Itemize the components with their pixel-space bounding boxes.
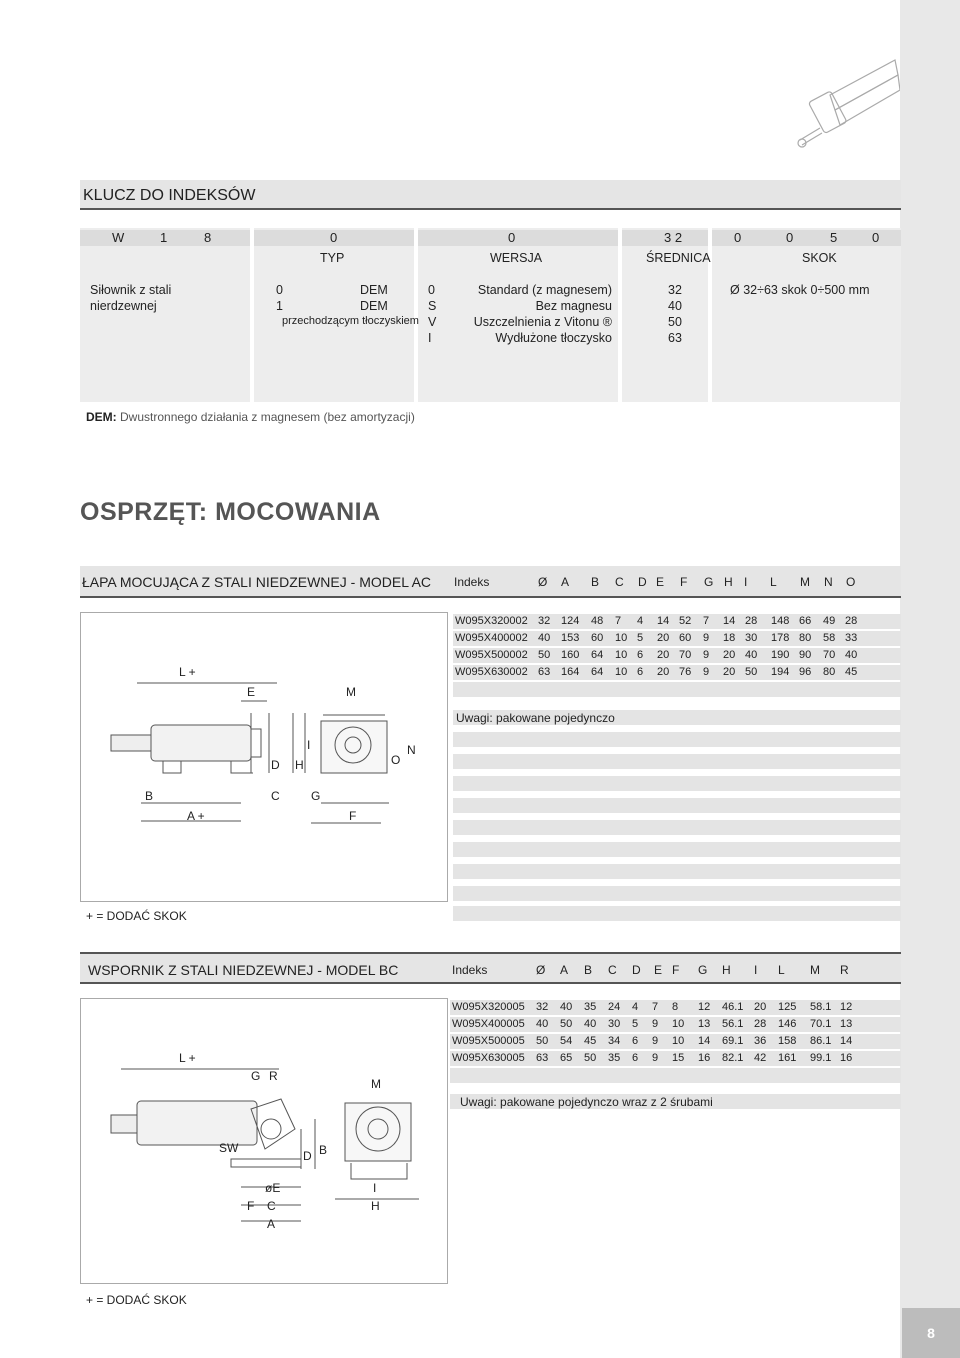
dimension-cell: 64: [591, 649, 604, 661]
dim-label: R: [269, 1069, 278, 1083]
dim-label: G: [311, 789, 321, 803]
bc-footer: + = DODAĆ SKOK: [86, 1293, 187, 1307]
ac-footer: + = DODAĆ SKOK: [86, 909, 187, 923]
dimension-cell: 33: [845, 632, 858, 644]
dimension-cell: 14: [698, 1035, 711, 1047]
dim-label: H: [371, 1199, 380, 1213]
dimension-cell: 30: [745, 632, 758, 644]
dim-label: L +: [179, 665, 196, 679]
bc-header: D: [632, 963, 641, 977]
dimension-cell: 12: [698, 1001, 711, 1013]
label-srednica: ŚREDNICA: [646, 251, 711, 265]
bc-header: Ø: [536, 963, 546, 977]
dimension-cell: 124: [561, 615, 580, 627]
index-cell: W095X400002: [455, 632, 528, 644]
ac-header: I: [744, 575, 748, 589]
dimension-cell: 40: [845, 649, 858, 661]
bc-header: L: [778, 963, 785, 977]
page-number: 8: [902, 1308, 960, 1358]
dimension-cell: 14: [657, 615, 670, 627]
dimension-cell: 50: [536, 1035, 549, 1047]
ac-header: M: [800, 575, 810, 589]
dimension-cell: 160: [561, 649, 580, 661]
dimension-cell: 6: [632, 1052, 639, 1064]
dem-note: DEM: Dwustronnego działania z magnesem (bez amortyzacji): [86, 410, 415, 424]
dim-label: A +: [187, 809, 205, 823]
table-row: [453, 886, 901, 901]
page-edge-strip: [900, 0, 960, 1358]
bc-title: WSPORNIK Z STALI NIEDZEWNEJ - MODEL BC: [88, 962, 399, 978]
dimension-cell: 50: [584, 1052, 597, 1064]
dimension-cell: 50: [560, 1018, 573, 1030]
wersja-name: Wydłużone tłoczysko: [495, 331, 612, 345]
srednica-value: 50: [668, 315, 682, 329]
code-seg3: 0: [418, 230, 618, 246]
dimension-cell: 9: [652, 1052, 659, 1064]
ac-title-bar: [80, 566, 901, 598]
bc-header: C: [608, 963, 617, 977]
code-seg2: 0: [254, 230, 414, 246]
dimension-cell: 45: [845, 666, 858, 678]
dimension-cell: 54: [560, 1035, 573, 1047]
dimension-cell: 70: [823, 649, 836, 661]
dimension-cell: 40: [584, 1018, 597, 1030]
bc-header: E: [654, 963, 663, 977]
ac-header: B: [591, 575, 600, 589]
dimension-cell: 13: [698, 1018, 711, 1030]
dimension-cell: 70.1: [810, 1018, 832, 1030]
dimension-cell: 9: [703, 666, 710, 678]
table-row: [450, 1051, 901, 1066]
dim-label: M: [371, 1077, 381, 1091]
dimension-cell: 32: [538, 615, 551, 627]
dimension-cell: 10: [615, 632, 628, 644]
dimension-cell: 6: [632, 1035, 639, 1047]
dimension-cell: 8: [672, 1001, 679, 1013]
dimension-cell: 125: [778, 1001, 797, 1013]
dim-label: D: [303, 1149, 312, 1163]
dimension-cell: 15: [672, 1052, 685, 1064]
wersja-code: 0: [428, 283, 435, 297]
accessories-heading: OSPRZĘT: MOCOWANIA: [80, 498, 381, 526]
dimension-cell: 36: [754, 1035, 767, 1047]
dim-label: SW: [219, 1141, 239, 1155]
dimension-cell: 146: [778, 1018, 797, 1030]
table-row: [450, 1068, 901, 1083]
dim-label: I: [307, 738, 311, 752]
table-row: [453, 798, 901, 813]
product-line1: Siłownik z stali: [90, 283, 172, 297]
ac-header: E: [656, 575, 665, 589]
bc-diagram: [80, 998, 448, 1284]
dimension-cell: 5: [632, 1018, 639, 1030]
dimension-cell: 24: [608, 1001, 621, 1013]
dim-label: M: [346, 685, 356, 699]
dimension-cell: 50: [538, 649, 551, 661]
dimension-cell: 58: [823, 632, 836, 644]
dim-label: B: [145, 789, 154, 803]
ac-header: F: [680, 575, 688, 589]
ac-header: H: [724, 575, 733, 589]
dimension-cell: 6: [637, 666, 644, 678]
dimension-cell: 20: [723, 666, 736, 678]
dimension-cell: 66: [799, 615, 812, 627]
bc-table: [450, 1000, 901, 1068]
dimension-cell: 40: [536, 1018, 549, 1030]
index-cell: W095X320002: [455, 615, 528, 627]
dimension-cell: 7: [703, 615, 710, 627]
dim-label: øE: [265, 1181, 281, 1195]
dimension-cell: 35: [608, 1052, 621, 1064]
dimension-cell: 96: [799, 666, 812, 678]
dimension-cell: 14: [840, 1035, 853, 1047]
bc-title-bar: [80, 952, 901, 984]
product-line2: nierdzewnej: [90, 299, 157, 313]
dimension-cell: 10: [672, 1035, 685, 1047]
dimension-cell: 30: [608, 1018, 621, 1030]
table-row: [453, 631, 901, 646]
dimension-cell: 10: [615, 666, 628, 678]
skok-range: Ø 32÷63 skok 0÷500 mm: [730, 283, 870, 297]
srednica-value: 32: [668, 283, 682, 297]
index-cell: W095X400005: [452, 1018, 525, 1030]
index-cell: W095X630005: [452, 1052, 525, 1064]
dim-label: D: [271, 758, 280, 772]
dimension-cell: 80: [823, 666, 836, 678]
ac-table: [453, 614, 901, 682]
dimension-cell: 164: [561, 666, 580, 678]
dimension-cell: 28: [745, 615, 758, 627]
dim-label: L +: [179, 1051, 196, 1065]
dimension-cell: 7: [615, 615, 622, 627]
dimension-cell: 45: [584, 1035, 597, 1047]
typ-name: DEM: [360, 299, 388, 313]
dimension-cell: 194: [771, 666, 790, 678]
dim-label: F: [349, 809, 357, 823]
dimension-cell: 158: [778, 1035, 797, 1047]
dim-label: B: [319, 1143, 328, 1157]
dim-label: H: [295, 758, 304, 772]
ac-header: A: [561, 575, 570, 589]
dimension-cell: 65: [560, 1052, 573, 1064]
dimension-cell: 10: [672, 1018, 685, 1030]
dimension-cell: 34: [608, 1035, 621, 1047]
typ-name: DEM: [360, 283, 388, 297]
ac-header: G: [704, 575, 714, 589]
bc-header: G: [698, 963, 708, 977]
dim-label: I: [373, 1181, 377, 1195]
ac-header: O: [846, 575, 856, 589]
table-row: [450, 1017, 901, 1032]
dim-label: G: [251, 1069, 261, 1083]
table-row: [450, 1034, 901, 1049]
srednica-value: 63: [668, 331, 682, 345]
dimension-cell: 148: [771, 615, 790, 627]
srednica-value: 40: [668, 299, 682, 313]
dimension-cell: 6: [637, 649, 644, 661]
table-row: [453, 614, 901, 629]
dimension-cell: 9: [652, 1035, 659, 1047]
dim-label: N: [407, 743, 416, 757]
dimension-cell: 64: [591, 666, 604, 678]
dimension-cell: 18: [723, 632, 736, 644]
ac-header: L: [770, 575, 777, 589]
dimension-cell: 7: [652, 1001, 659, 1013]
ac-header: N: [824, 575, 833, 589]
bc-header: F: [672, 963, 680, 977]
bc-header: I: [754, 963, 758, 977]
dimension-cell: 20: [657, 632, 670, 644]
dimension-cell: 16: [840, 1052, 853, 1064]
dimension-cell: 90: [799, 649, 812, 661]
dimension-cell: 9: [703, 649, 710, 661]
table-row: [453, 754, 901, 769]
dimension-cell: 86.1: [810, 1035, 832, 1047]
dimension-cell: 14: [723, 615, 736, 627]
dimension-cell: 42: [754, 1052, 767, 1064]
ac-header: Indeks: [454, 575, 490, 589]
bc-note: Uwagi: pakowane pojedynczo wraz z 2 śrubami: [460, 1095, 713, 1109]
dimension-cell: 46.1: [722, 1001, 744, 1013]
cylinder-illustration-icon: [790, 50, 900, 160]
wersja-name: Uszczelnienia z Vitonu ®: [473, 315, 612, 329]
dimension-cell: 153: [561, 632, 580, 644]
key-title: KLUCZ DO INDEKSÓW: [80, 180, 901, 210]
wersja-code: S: [428, 299, 437, 313]
bc-header: B: [584, 963, 593, 977]
dimension-cell: 99.1: [810, 1052, 832, 1064]
dim-label: A: [267, 1217, 276, 1231]
bc-header: H: [722, 963, 731, 977]
dimension-cell: 56.1: [722, 1018, 744, 1030]
table-row: [453, 842, 901, 857]
dimension-cell: 190: [771, 649, 790, 661]
wersja-name: Standard (z magnesem): [477, 283, 612, 297]
dimension-cell: 32: [536, 1001, 549, 1013]
dimension-cell: 82.1: [722, 1052, 744, 1064]
bc-header: A: [560, 963, 569, 977]
dimension-cell: 20: [657, 666, 670, 678]
dimension-cell: 69.1: [722, 1035, 744, 1047]
dimension-cell: 178: [771, 632, 790, 644]
dimension-cell: 49: [823, 615, 836, 627]
table-row: [453, 682, 901, 697]
ac-diagram: [80, 612, 448, 902]
table-row: [453, 820, 901, 835]
label-skok: SKOK: [802, 251, 837, 265]
label-wersja: WERSJA: [490, 251, 543, 265]
dimension-cell: 16: [698, 1052, 711, 1064]
dimension-cell: 60: [679, 632, 692, 644]
table-row: [453, 648, 901, 663]
dimension-cell: 40: [560, 1001, 573, 1013]
dim-label: O: [391, 753, 401, 767]
index-cell: W095X320005: [452, 1001, 525, 1013]
dimension-cell: 161: [778, 1052, 797, 1064]
dim-label: F: [247, 1199, 255, 1213]
dimension-cell: 20: [657, 649, 670, 661]
dimension-cell: 40: [745, 649, 758, 661]
table-row: [453, 665, 901, 680]
index-cell: W095X630002: [455, 666, 528, 678]
wersja-name: Bez magnesu: [535, 299, 612, 313]
code-seg5: 0 0 5 0: [712, 230, 901, 246]
dimension-cell: 40: [538, 632, 551, 644]
dimension-cell: 63: [538, 666, 551, 678]
dimension-cell: 63: [536, 1052, 549, 1064]
dimension-cell: 76: [679, 666, 692, 678]
bracket-mount-drawing-icon: [81, 999, 449, 1285]
ac-header: D: [638, 575, 647, 589]
ac-title: ŁAPA MOCUJĄCA Z STALI NIEDZEWNEJ - MODEL AC: [82, 574, 432, 590]
dimension-cell: 12: [840, 1001, 853, 1013]
dimension-cell: 9: [652, 1018, 659, 1030]
bc-header: Indeks: [452, 963, 488, 977]
index-cell: W095X500002: [455, 649, 528, 661]
typ-code: 1: [276, 299, 283, 313]
dimension-cell: 35: [584, 1001, 597, 1013]
wersja-code: I: [428, 331, 432, 345]
typ-code: 0: [276, 283, 283, 297]
dim-label: C: [271, 789, 280, 803]
dim-label: C: [267, 1199, 276, 1213]
typ-sub: przechodzącym tłoczyskiem: [282, 315, 419, 327]
ac-header: Ø: [538, 575, 548, 589]
dimension-cell: 60: [591, 632, 604, 644]
bc-header: R: [840, 963, 849, 977]
dimension-cell: 70: [679, 649, 692, 661]
dimension-cell: 28: [845, 615, 858, 627]
table-row: [453, 906, 901, 921]
dimension-cell: 4: [632, 1001, 639, 1013]
dimension-cell: 20: [754, 1001, 767, 1013]
dimension-cell: 10: [615, 649, 628, 661]
table-row: [450, 1000, 901, 1015]
dimension-cell: 4: [637, 615, 644, 627]
label-typ: TYP: [320, 251, 345, 265]
dimension-cell: 48: [591, 615, 604, 627]
key-col-product: [80, 228, 250, 402]
dimension-cell: 28: [754, 1018, 767, 1030]
dimension-cell: 9: [703, 632, 710, 644]
dim-label: E: [247, 685, 256, 699]
ac-note: Uwagi: pakowane pojedynczo: [456, 711, 615, 725]
bc-header: M: [810, 963, 820, 977]
dimension-cell: 50: [745, 666, 758, 678]
code-seg4: 3 2: [622, 230, 708, 246]
dimension-cell: 5: [637, 632, 644, 644]
dimension-cell: 80: [799, 632, 812, 644]
index-cell: W095X500005: [452, 1035, 525, 1047]
table-row: [453, 864, 901, 879]
dimension-cell: 58.1: [810, 1001, 832, 1013]
dimension-cell: 20: [723, 649, 736, 661]
dimension-cell: 13: [840, 1018, 853, 1030]
table-row: [453, 776, 901, 791]
table-row: [453, 732, 901, 747]
wersja-code: V: [428, 315, 437, 329]
ac-header: C: [615, 575, 624, 589]
code-seg1: W 1 8: [80, 230, 250, 246]
dimension-cell: 52: [679, 615, 692, 627]
